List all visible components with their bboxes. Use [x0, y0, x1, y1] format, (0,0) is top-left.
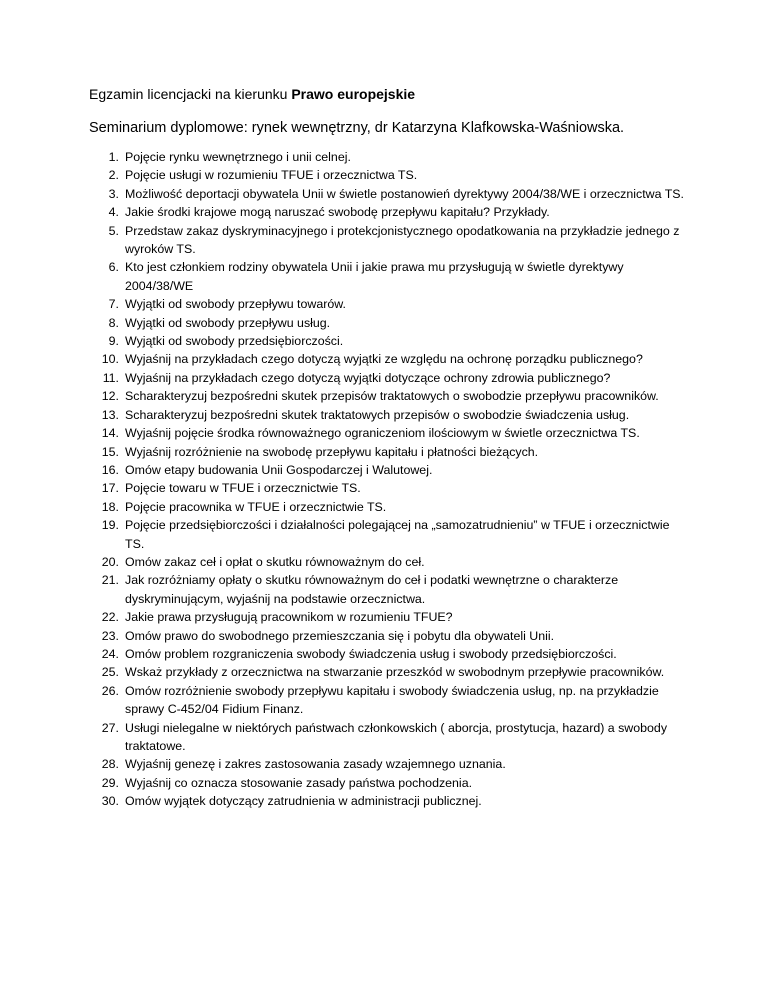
question-number: 25. [101, 665, 119, 680]
question-number: 3. [108, 186, 119, 201]
question-number: 11. [102, 370, 119, 385]
list-item [89, 387, 689, 405]
list-item [89, 516, 689, 553]
list-item [89, 369, 689, 387]
question-number: 5. [108, 223, 119, 238]
question-text: Omów etapy budowania Unii Gospodarczej i Walutowej. [125, 462, 433, 477]
question-text: Wyjaśnij na przykładach czego dotyczą wyjątki ze względu na ochronę porządku publicznego? [125, 352, 643, 367]
list-item [89, 166, 689, 184]
list-item [89, 258, 689, 295]
question-text: Omów rozróżnienie swobody przepływu kapitału i swobody świadczenia usług, np. na przykładzie sprawy C-452/04 Fidium Finanz. [125, 683, 659, 717]
title-bold-subject: Prawo europejskie [291, 86, 416, 102]
question-text: Wyjaśnij na przykładach czego dotyczą wyjątki dotyczące ochrony zdrowia publicznego? [125, 370, 611, 385]
question-number: 18. [101, 499, 119, 514]
question-text: Scharakteryzuj bezpośredni skutek traktatowych przepisów o swobodzie świadczenia usług. [125, 407, 630, 422]
question-number: 6. [108, 260, 119, 275]
question-text: Omów prawo do swobodnego przemieszczania się i pobytu dla obywateli Unii. [125, 628, 555, 643]
question-text: Jakie środki krajowe mogą naruszać swobodę przepływu kapitału? Przykłady. [125, 205, 550, 220]
list-item [89, 479, 689, 497]
question-number: 22. [101, 610, 119, 625]
question-text: Scharakteryzuj bezpośredni skutek przepisów traktatowych o swobodzie przepływu pracowników. [125, 389, 659, 404]
list-item [89, 314, 689, 332]
question-text: Pojęcie pracownika w TFUE i orzecznictwie TS. [125, 499, 387, 514]
question-text: Pojęcie rynku wewnętrznego i unii celnej. [125, 150, 351, 164]
question-number: 2. [108, 168, 119, 183]
question-number: 13. [101, 407, 119, 422]
list-item [89, 608, 689, 626]
question-text: Wyjaśnij co oznacza stosowanie zasady państwa pochodzenia. [125, 775, 473, 790]
question-number: 29. [101, 775, 119, 790]
question-number: 14. [101, 426, 119, 441]
question-text: Kto jest członkiem rodziny obywatela Unii i jakie prawa mu przysługują w świetle dyrektywy 2004/38/WE [125, 260, 624, 293]
list-item [89, 627, 689, 645]
question-text: Wyjątki od swobody przepływu towarów. [125, 297, 346, 312]
list-item [89, 645, 689, 663]
question-number: 7. [108, 297, 119, 312]
question-text: Możliwość deportacji obywatela Unii w świetle postanowień dyrektywy 2004/38/WE i orzecznictwa TS. [125, 186, 684, 201]
list-item [89, 461, 689, 479]
question-text: Pojęcie przedsiębiorczości i działalności polegającej na „samozatrudnieniu” w TFUE i orzecznictwie TS. [125, 518, 670, 551]
list-item [89, 792, 689, 810]
list-item [89, 755, 689, 773]
question-text: Usługi nielegalne w niektórych państwach członkowskich ( aborcja, prostytucja, hazard) a swobody traktatowe. [125, 720, 668, 753]
question-number: 16. [101, 462, 119, 477]
question-number: 15. [101, 444, 119, 459]
question-text: Jak rozróżniamy opłaty o skutku równoważnym do ceł i podatki wewnętrzne o charakterze dyskryminującym, wyjaśnij na podstawie orzecznictwa. [125, 573, 619, 606]
question-number: 12. [101, 389, 119, 404]
list-item [89, 498, 689, 516]
list-item [89, 203, 689, 221]
seminar-subtitle: Seminarium dyplomowe: rynek wewnętrzny, dr Katarzyna Klafkowska-Waśniowska. [89, 120, 625, 136]
question-text: Omów problem rozgraniczenia swobody świadczenia usług i swobody przedsiębiorczości. [125, 646, 617, 661]
question-text: Wyjaśnij rozróżnienie na swobodę przepływu kapitału i płatności bieżących. [125, 444, 539, 459]
question-text: Jakie prawa przysługują pracownikom w rozumieniu TFUE? [125, 610, 453, 625]
list-item [89, 295, 689, 313]
question-number: 27. [101, 720, 119, 735]
list-item [89, 406, 689, 424]
question-text: Wskaż przykłady z orzecznictwa na stwarzanie przeszkód w swobodnym przepływie pracowników. [125, 665, 665, 680]
list-item [89, 185, 689, 203]
question-number: 24. [101, 646, 119, 661]
question-number: 28. [101, 757, 119, 772]
question-number: 19. [101, 518, 119, 533]
question-text: Omów wyjątek dotyczący zatrudnienia w administracji publicznej. [125, 794, 482, 809]
list-item [89, 719, 689, 756]
question-list [89, 148, 689, 811]
list-item [89, 222, 689, 259]
title-prefix: Egzamin licencjacki na kierunku [89, 86, 292, 102]
question-text: Pojęcie towaru w TFUE i orzecznictwie TS. [125, 481, 361, 496]
question-text: Przedstaw zakaz dyskryminacyjnego i protekcjonistycznego opodatkowania na przykładzie jednego z wyroków TS. [125, 223, 680, 257]
question-text: Wyjątki od swobody przedsiębiorczości. [125, 334, 344, 349]
list-item [89, 443, 689, 461]
question-text: Wyjaśnij pojęcie środka równoważnego ograniczeniom ilościowym w świetle orzecznictwa TS. [125, 426, 640, 441]
page-title [89, 85, 415, 103]
question-number: 10. [101, 352, 119, 367]
question-number: 26. [101, 683, 119, 698]
list-item [89, 424, 689, 442]
question-number: 9. [108, 334, 119, 349]
question-number: 4. [108, 205, 119, 220]
question-number: 30. [101, 794, 119, 809]
list-item [89, 774, 689, 792]
question-number: 23. [101, 628, 119, 643]
question-text: Wyjaśnij genezę i zakres zastosowania zasady wzajemnego uznania. [125, 757, 506, 772]
question-text: Pojęcie usługi w rozumieniu TFUE i orzecznictwa TS. [125, 168, 418, 183]
list-item [89, 350, 689, 368]
list-item [89, 148, 689, 166]
list-item [89, 332, 689, 350]
question-number: 20. [101, 554, 119, 569]
list-item [89, 571, 689, 608]
question-text: Wyjątki od swobody przepływu usług. [125, 315, 331, 330]
question-number: 8. [108, 315, 119, 330]
question-number: 17. [101, 481, 119, 496]
question-number: 1. [108, 150, 119, 164]
list-item [89, 553, 689, 571]
list-item [89, 663, 689, 681]
question-text: Omów zakaz ceł i opłat o skutku równoważnym do ceł. [125, 554, 425, 569]
list-item [89, 682, 689, 719]
question-number: 21. [101, 573, 119, 588]
